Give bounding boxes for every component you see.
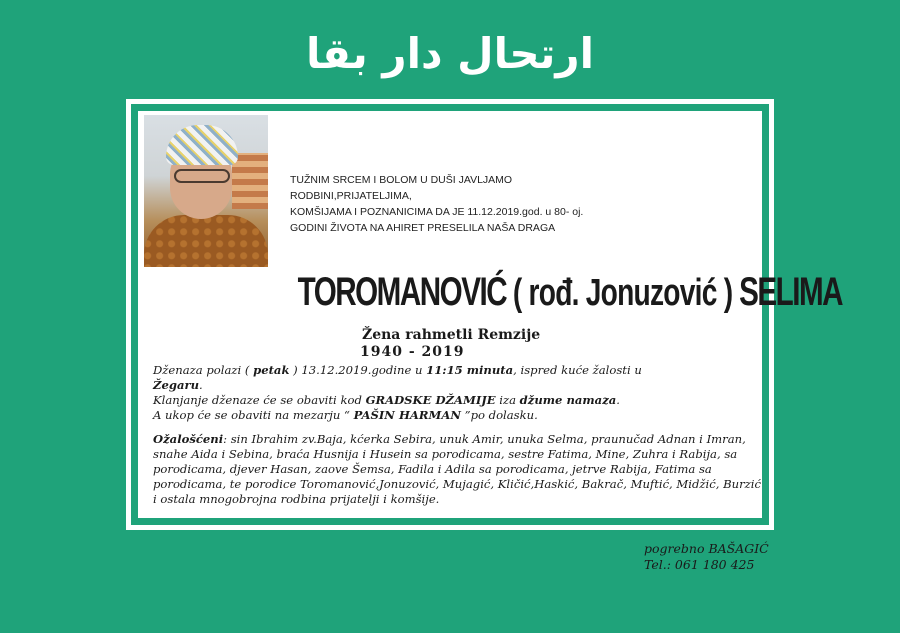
day-text: petak: [253, 363, 290, 377]
mourners-paragraph: [153, 432, 765, 507]
text-run: .: [199, 378, 203, 392]
prayer-paragraph: [153, 393, 773, 408]
deceased-name: [138, 270, 843, 315]
glasses: [174, 169, 230, 183]
headscarf: [166, 125, 238, 165]
time-text: 11:15 minuta: [426, 363, 514, 377]
funeral-details: [153, 363, 773, 507]
mourners-label: Ožalošćeni: [153, 432, 224, 446]
chair-background: [232, 153, 268, 209]
agency-phone: Tel.: 061 180 425: [644, 557, 755, 572]
place-text: Žegaru: [153, 378, 199, 392]
arabic-heading: ارتحال دار بقا: [306, 29, 594, 78]
surname: TOROMANOVIĆ: [297, 270, 507, 314]
burial-paragraph: [153, 408, 773, 423]
intro-line: GODINI ŽIVOTA NA AHIRET PRESELILA NAŠA DRAGA: [290, 222, 556, 234]
text-run: Dženaza polazi (: [153, 363, 254, 377]
text-run: .: [616, 393, 620, 407]
text-run: ) 13.12.2019.godine u: [289, 363, 427, 377]
maiden-name: ( rođ. Jonuzović ): [512, 272, 733, 314]
life-years: 1940 - 2019: [360, 344, 465, 360]
agency-name: pogrebno BAŠAGIĆ: [644, 541, 769, 556]
first-name: SELIMA: [739, 270, 843, 314]
wife-of-line: Žena rahmetli Remzije: [362, 327, 541, 343]
dress: [144, 215, 268, 267]
text-run: iza: [495, 393, 520, 407]
intro-line: KOMŠIJAMA I POZNANICIMA DA JE 11.12.2019.god. u 80- oj.: [290, 206, 584, 218]
departure-paragraph: [153, 363, 773, 393]
text-run: Klanjanje dženaze će se obaviti kod: [153, 393, 366, 407]
prayer-text: džume namaza: [519, 393, 617, 407]
text-run: ”po dolasku.: [460, 408, 538, 422]
portrait-photo: [144, 115, 268, 267]
cemetery-text: PAŠIN HARMAN: [353, 408, 461, 422]
intro-text: [290, 172, 610, 236]
mourners-list: : sin Ibrahim zv.Baja, kćerka Sebira, unuk Amir, unuka Selma, praunučad Adnan i Imran, snahe Aida i Sebina, braća Husnija i Husein sa porodicama, sestre Fatima, Mine, Zuhra i Rabija, sa porodicama, djever Hasan, zaove Šemsa, Fadila i Adila sa porodicama, jetrve Rabija, Fatima sa porodicama, te porodice Toromanović,Jonuzović, Mujagić, Kličić,Haskić, Bakrač, Muftić, Midžić, Burzić i ostala mnogobrojna rodbina prijatelji i komšije.: [153, 432, 761, 506]
intro-line: TUŽNIM SRCEM I BOLOM U DUŠI JAVLJAMO RODBINI,PRIJATELJIMA,: [290, 174, 513, 202]
text-run: A ukop će se obaviti na mezarju “: [153, 408, 354, 422]
funeral-agency: [644, 541, 864, 572]
text-run: , ispred kuće žalosti u: [513, 363, 642, 377]
mosque-text: GRADSKE DŽAMIJE: [365, 393, 496, 407]
